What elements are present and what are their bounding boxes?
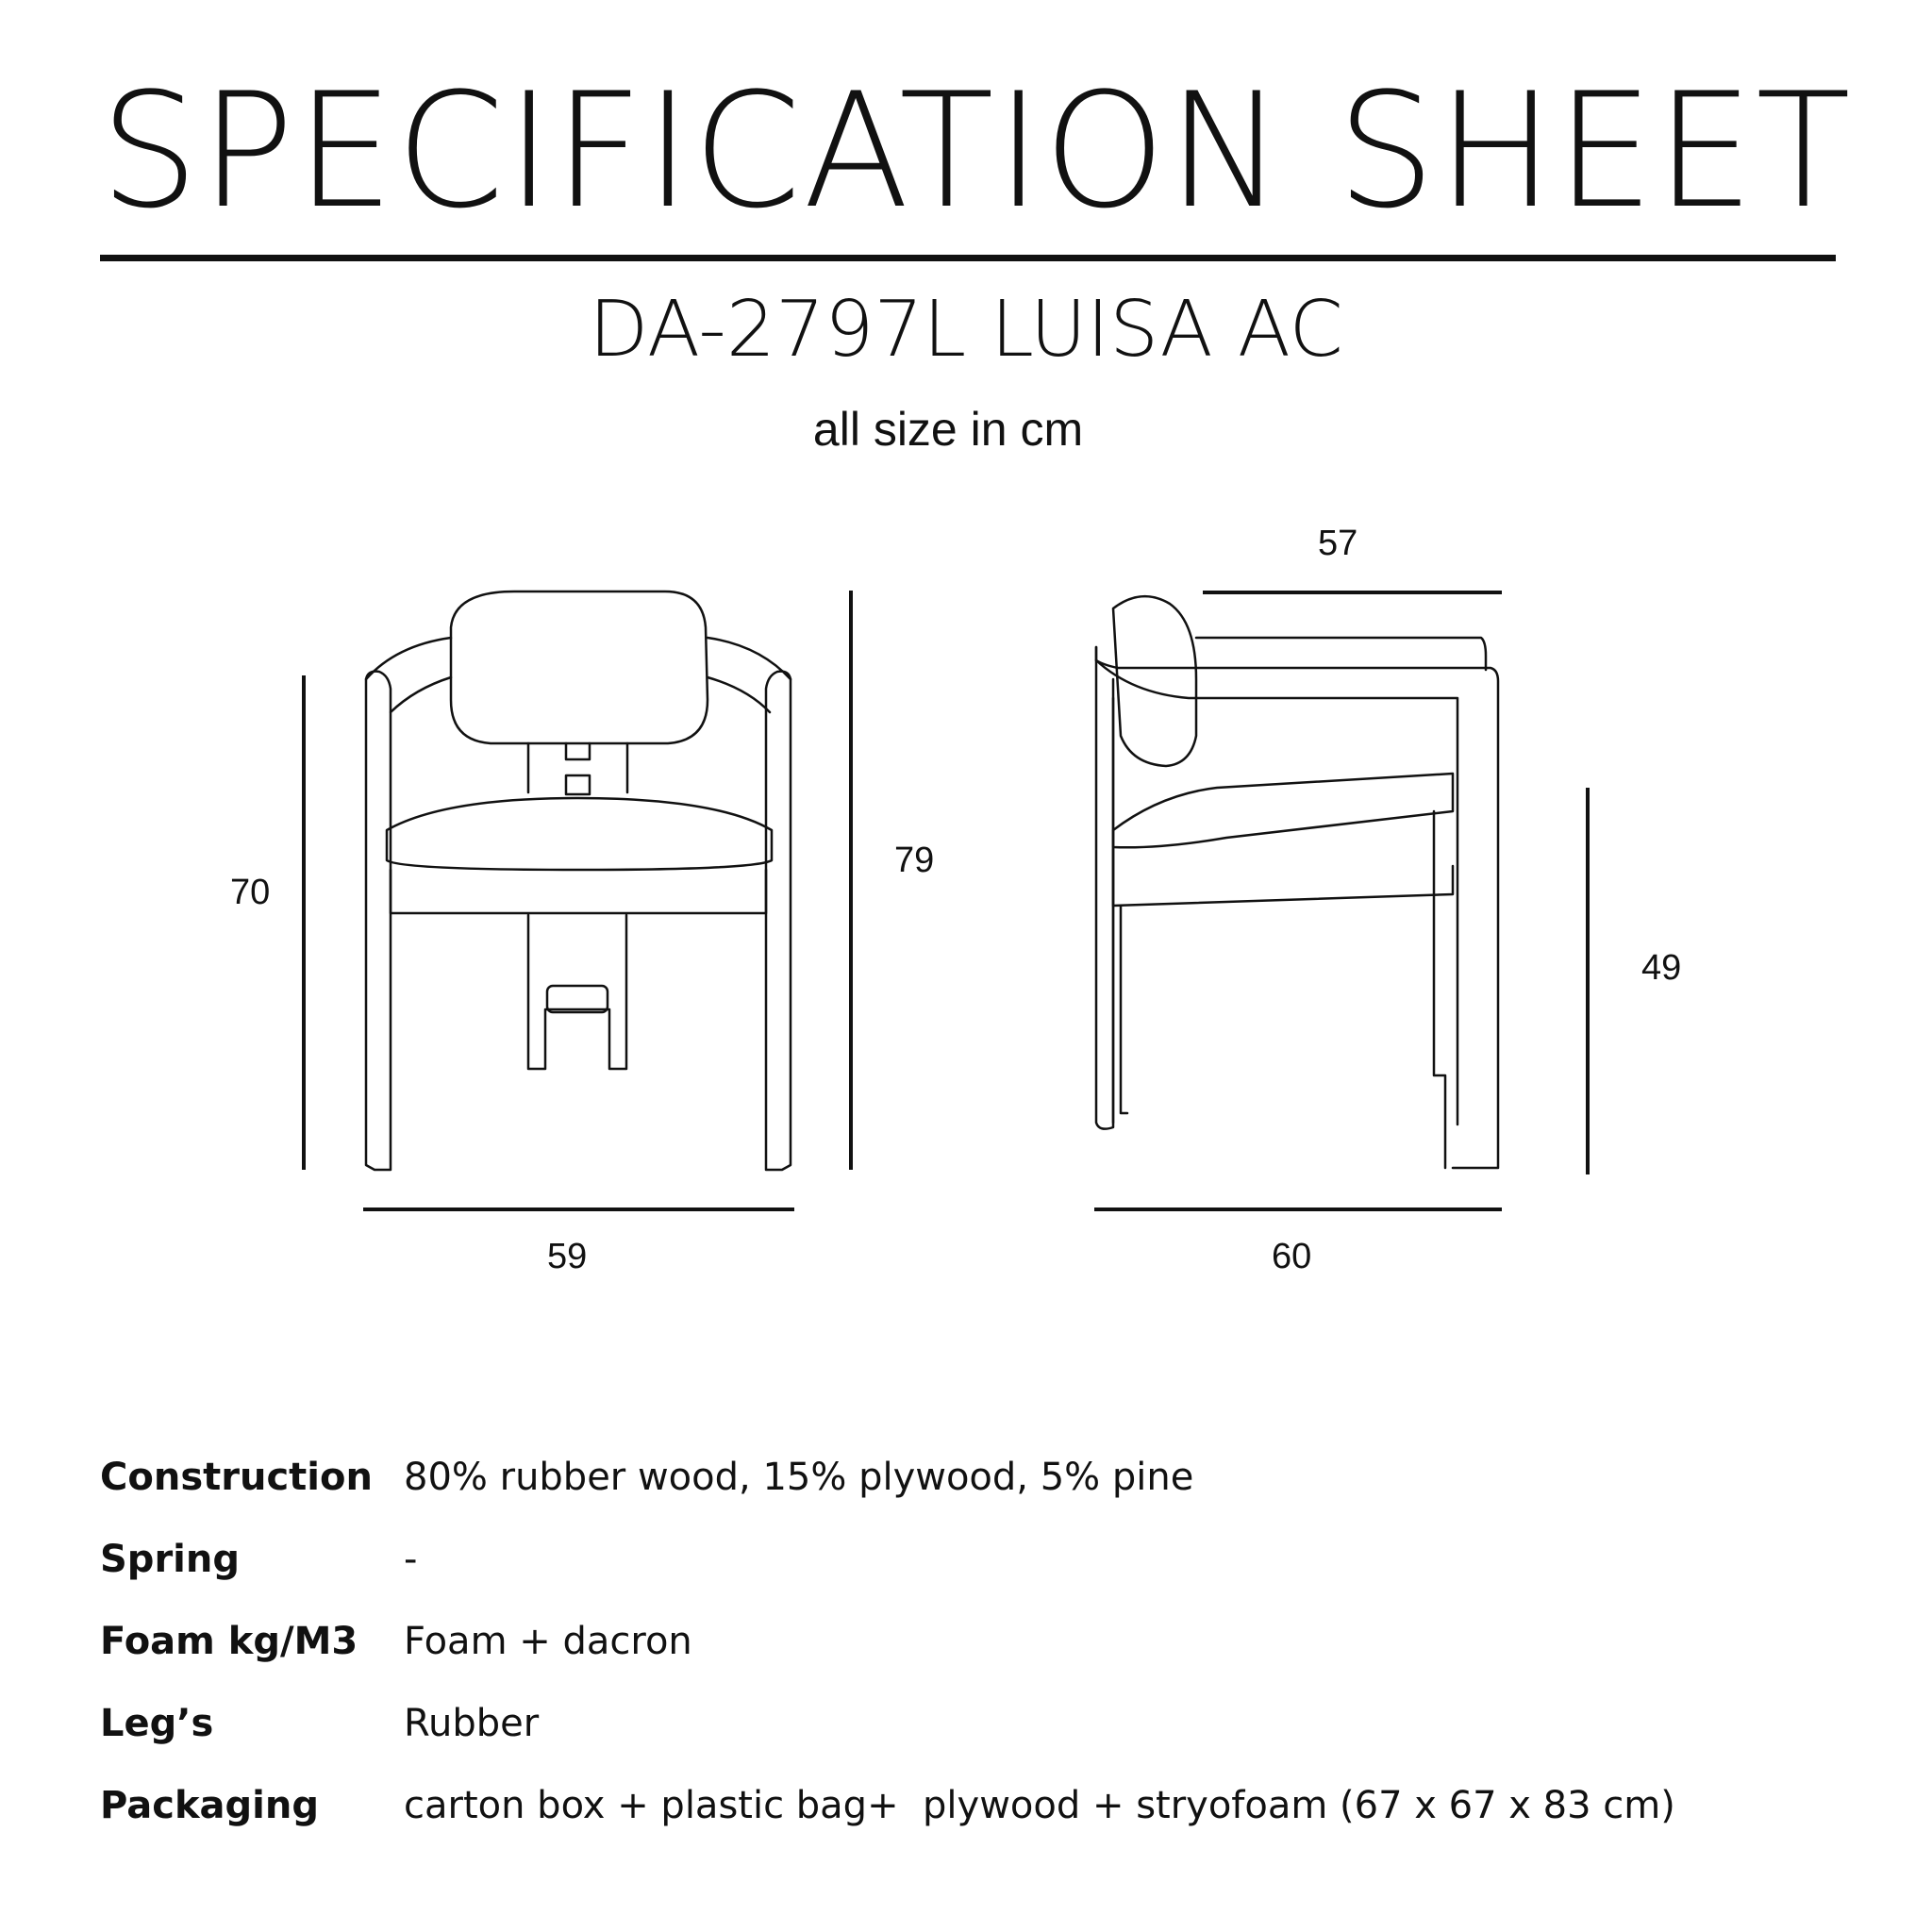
spec-value: carton box + plastic bag+ plywood + stryofoam (67 x 67 x 83 cm) [404, 1783, 1675, 1827]
chair-side-view [1096, 596, 1498, 1168]
spec-table [100, 1436, 1874, 1846]
spec-row-construction [100, 1436, 1874, 1518]
chair-front-view [366, 591, 791, 1170]
units-note: all size in cm [812, 403, 1084, 456]
front-width-label: 59 [547, 1237, 588, 1276]
spec-row-spring [100, 1518, 1874, 1600]
spec-label: Leg’s [100, 1701, 214, 1745]
spec-label: Spring [100, 1537, 240, 1581]
front-total-height-label: 79 [894, 841, 935, 880]
spec-label: Packaging [100, 1783, 319, 1827]
spec-value: 80% rubber wood, 15% plywood, 5% pine [404, 1455, 1194, 1499]
side-seat-height-label: 49 [1641, 948, 1682, 988]
spec-label: Foam kg/M3 [100, 1619, 358, 1663]
spec-row-foam [100, 1600, 1874, 1682]
spec-value: - [404, 1537, 418, 1581]
dimension-lines [304, 591, 1588, 1209]
spec-value: Foam + dacron [404, 1619, 692, 1663]
spec-value: Rubber [404, 1701, 540, 1745]
front-height-label: 70 [230, 873, 271, 912]
spec-row-legs [100, 1682, 1874, 1764]
side-depth-label: 60 [1272, 1237, 1312, 1276]
model-name: DA-2797L LUISA AC [589, 285, 1343, 375]
page-title: SPECIFICATION SHEET [100, 58, 1853, 243]
spec-label: Construction [100, 1455, 373, 1499]
side-top-depth-label: 57 [1318, 524, 1358, 563]
spec-row-packaging [100, 1764, 1874, 1846]
